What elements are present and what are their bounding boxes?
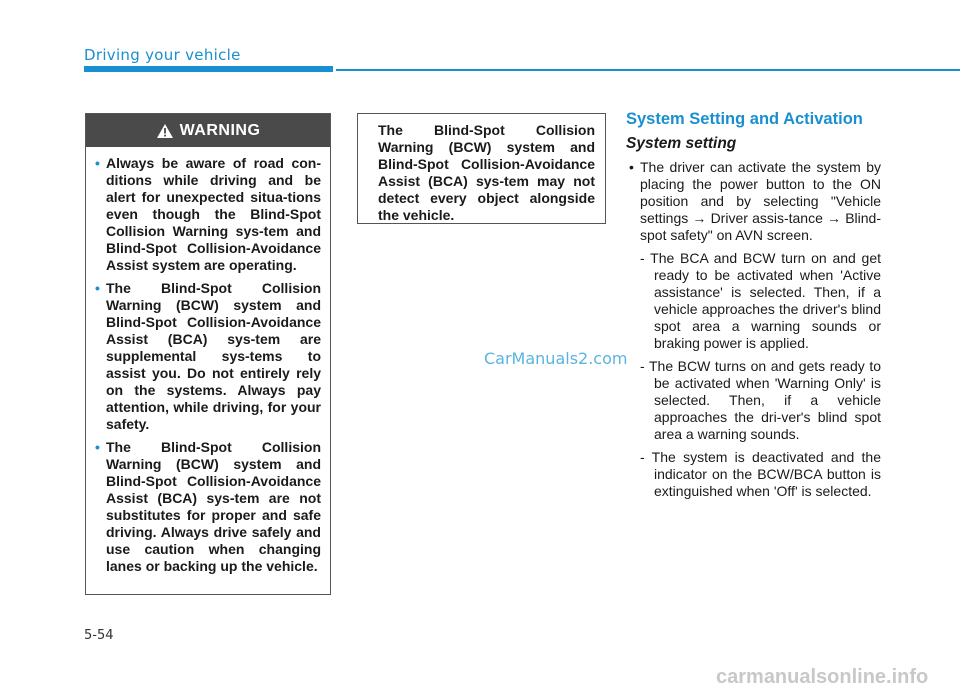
- header-rule-thick: [84, 66, 333, 72]
- watermark: CarManuals2.com: [484, 349, 628, 368]
- section-heading: System Setting and Activation: [626, 110, 863, 128]
- body-list: [626, 159, 881, 500]
- body-bullet-text: The driver can activate the system by placing the power button to the ON position and by selecting "Vehicle settings → Driver assis-tance → Blind-spot safety" on AVN screen.: [640, 159, 881, 243]
- header-rule-thin: [336, 69, 960, 71]
- warning-box: [85, 113, 331, 595]
- page-number: 5-54: [84, 628, 114, 643]
- warning-item: • Always be aware of road con-ditions while driving and be alert for unexpected situa-tions even though the Blind-Spot Collision Warning sys-tem and Blind-Spot Collision-Avoidance Assist system are operating.: [106, 155, 321, 274]
- warning-item: • The Blind-Spot Collision Warning (BCW) system and Blind-Spot Collision-Avoidance Assist (BCA) sys-tem are supplemental sys-tems to assist you. Do not entirely rely on the systems. Always pay attention, while driving, for your safety.: [106, 280, 321, 433]
- note-box: [357, 113, 606, 224]
- dash-item: - The BCW turns on and gets ready to be activated when 'Warning Only' is selected. Then, if a vehicle approaches the dri-ver's blind spot area a warning sounds.: [640, 358, 881, 442]
- dash-item: - The system is deactivated and the indicator on the BCW/BCA button is extinguished when 'Off' is selected.: [640, 449, 881, 499]
- body-bullet: [640, 159, 881, 500]
- footer-watermark: carmanualsonline.info: [716, 666, 929, 688]
- section-title: Driving your vehicle: [84, 46, 241, 64]
- dash-item: - The BCA and BCW turn on and get ready to be activated when 'Active assistance' is selected. Then, if a vehicle approaches the driver's blind spot area a warning sounds or braking power is applied.: [640, 250, 881, 351]
- warning-item: • The Blind-Spot Collision Warning (BCW) system and Blind-Spot Collision-Avoidance Assist (BCA) sys-tem are not substitutes for proper and safe driving. Always drive safely and use caution when changing lanes or backing up the vehicle.: [106, 439, 321, 575]
- warning-header: [86, 114, 330, 147]
- warning-list: [86, 147, 330, 575]
- subsection-heading: System setting: [626, 135, 737, 152]
- dash-list: [640, 250, 881, 500]
- note-text: The Blind-Spot Collision Warning (BCW) system and Blind-Spot Collision-Avoidance Assist (BCA) sys-tem may not detect every object alongside the vehicle.: [378, 122, 595, 223]
- main-content: [626, 110, 881, 506]
- warning-triangle-icon: [156, 123, 174, 139]
- warning-title: WARNING: [179, 121, 261, 139]
